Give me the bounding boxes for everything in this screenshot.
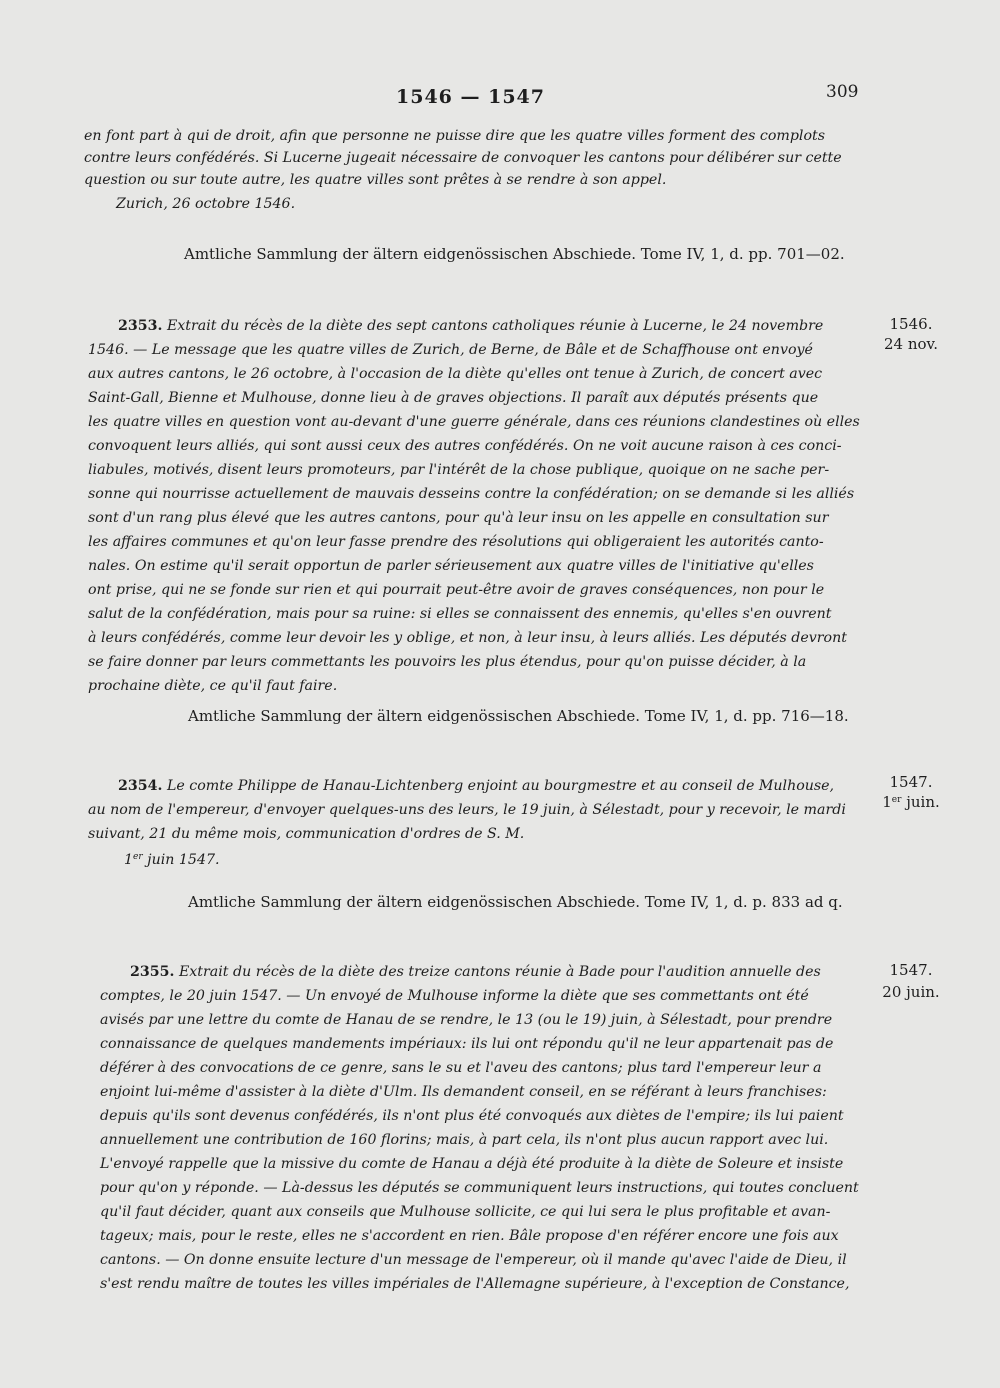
text-line: L'envoyé rappelle que la missive du comte de Hanau a déjà été produite à la diète de Soleure et insiste: [100, 1156, 844, 1172]
source-citation: Amtliche Sammlung der ältern eidgenössischen Abschiede. Tome IV, 1, d. pp. 716—18.: [188, 707, 849, 725]
text-line: qu'il faut décider, quant aux conseils que Mulhouse sollicite, ce qui lui sera le plus profitable et avan-: [100, 1204, 831, 1220]
page-header: [0, 82, 1000, 112]
text-line: s'est rendu maître de toutes les villes impériales de l'Allemagne supérieure, à l'exception de Constance,: [100, 1276, 850, 1292]
text-line: pour qu'on y réponde. — Là-dessus les députés se communiquent leurs instructions, qui toutes concluent: [100, 1180, 859, 1196]
text-line: tageux; mais, pour le reste, elles ne s'accordent en rien. Bâle propose d'en référer encore une fois aux: [100, 1228, 839, 1244]
text-line: annuellement une contribution de 160 florins; mais, à part cela, ils n'ont plus aucun rapport avec lui.: [100, 1132, 829, 1148]
text-line: aux autres cantons, le 26 octobre, à l'occasion de la diète qu'elles ont tenue à Zurich, de concert avec: [88, 366, 823, 382]
dateline: 1er juin 1547.: [124, 852, 220, 868]
text-line: depuis qu'ils sont devenus confédérés, ils n'ont plus été convoqués aux diètes de l'empire; ils lui paient: [100, 1108, 844, 1124]
text-line: cantons. — On donne ensuite lecture d'un message de l'empereur, où il mande qu'avec l'aide de Dieu, il: [100, 1252, 847, 1268]
header-years: 1546 — 1547: [396, 86, 545, 108]
margin-year: 1547.: [889, 773, 933, 791]
text-line: avisés par une lettre du comte de Hanau de se rendre, le 13 (ou le 19) juin, à Sélestadt, pour prendre: [100, 1012, 833, 1028]
text-line: sonne qui nourrisse actuellement de mauvais desseins contre la confédération; on se demande si les alliés: [88, 486, 855, 502]
text-line: à leurs confédérés, comme leur devoir les y oblige, et non, à leur insu, à leurs alliés. Les députés devront: [88, 630, 847, 646]
text-line: sont d'un rang plus élevé que les autres cantons, pour qu'à leur insu on les appelle en consultation sur: [88, 510, 829, 526]
margin-date: 1er juin.: [882, 793, 940, 811]
text-line: contre leurs confédérés. Si Lucerne jugeait nécessaire de convoquer les cantons pour délibérer sur cette: [84, 150, 842, 166]
text-line: prochaine diète, ce qu'il faut faire.: [88, 678, 338, 694]
text-line: question ou sur toute autre, les quatre villes sont prêtes à se rendre à son appel.: [84, 172, 667, 188]
page-number: 309: [826, 82, 859, 102]
text-line: déférer à des convocations de ce genre, sans le su et l'aveu des cantons; plus tard l'empereur leur a: [100, 1060, 822, 1076]
text-line: ont prise, qui ne se fonde sur rien et qui pourrait peut-être avoir de graves conséquences, non pour le: [88, 582, 825, 598]
text-line: convoquent leurs alliés, qui sont aussi ceux des autres confédérés. On ne voit aucune raison à ces conci-: [88, 438, 842, 454]
margin-date: 20 juin.: [882, 983, 940, 1001]
source-citation: Amtliche Sammlung der ältern eidgenössischen Abschiede. Tome IV, 1, d. p. 833 ad q.: [188, 893, 843, 911]
entry-heading-text: Extrait du récès de la diète des treize cantons réunie à Bade pour l'audition annuelle des: [178, 964, 821, 980]
text-line: liabules, motivés, disent leurs promoteurs, par l'intérêt de la chose publique, quoique on ne sache per-: [88, 462, 830, 478]
text-line: enjoint lui-même d'assister à la diète d'Ulm. Ils demandent conseil, en se référant à leurs franchises:: [100, 1084, 827, 1100]
dateline: Zurich, 26 octobre 1546.: [116, 196, 296, 212]
text-line: en font part à qui de droit, afin que personne ne puisse dire que les quatre villes forment des complots: [84, 128, 825, 144]
text-line: au nom de l'empereur, d'envoyer quelques-uns des leurs, le 19 juin, à Sélestadt, pour y recevoir, le mardi: [88, 802, 846, 818]
text-line: connaissance de quelques mandements impériaux: ils lui ont répondu qu'il ne leur appartenait pas de: [100, 1036, 834, 1052]
source-citation: Amtliche Sammlung der ältern eidgenössischen Abschiede. Tome IV, 1, d. pp. 701—02.: [184, 245, 845, 263]
text-line: nales. On estime qu'il serait opportun de parler sérieusement aux quatre villes de l'initiative qu'elles: [88, 558, 814, 574]
entry-first-line: [118, 776, 834, 796]
text-line: comptes, le 20 juin 1547. — Un envoyé de Mulhouse informe la diète que ses commettants ont été: [100, 988, 809, 1004]
margin-date: 24 nov.: [883, 335, 938, 353]
entry-number: 2354.: [118, 778, 163, 794]
entry-first-line: [130, 962, 821, 982]
text-line: se faire donner par leurs commettants les pouvoirs les plus étendus, pour qu'on puisse décider, à la: [88, 654, 807, 670]
entry-heading-text: Le comte Philippe de Hanau-Lichtenberg enjoint au bourgmestre et au conseil de Mulhouse,: [166, 778, 835, 794]
margin-year: 1546.: [889, 315, 933, 333]
entry-first-line: [118, 316, 823, 336]
text-line: salut de la confédération, mais pour sa ruine: si elles se connaissent des ennemis, qu'elles s'en ouvrent: [88, 606, 832, 622]
text-line: suivant, 21 du même mois, communication d'ordres de S. M.: [88, 826, 525, 842]
text-line: Saint-Gall, Bienne et Mulhouse, donne lieu à de graves objections. Il paraît aux députés présents que: [88, 390, 819, 406]
margin-year: 1547.: [889, 961, 933, 979]
entry-number: 2355.: [130, 964, 175, 980]
text-line: les quatre villes en question vont au-devant d'une guerre générale, dans ces réunions clandestines où elles: [88, 414, 860, 430]
text-line: les affaires communes et qu'on leur fasse prendre des résolutions qui obligeraient les autorités canto-: [88, 534, 824, 550]
text-line: 1546. — Le message que les quatre villes de Zurich, de Berne, de Bâle et de Schaffhouse ont envoyé: [88, 342, 813, 358]
entry-number: 2353.: [118, 318, 163, 334]
entry-heading-text: Extrait du récès de la diète des sept cantons catholiques réunie à Lucerne, le 24 novembre: [166, 318, 824, 334]
